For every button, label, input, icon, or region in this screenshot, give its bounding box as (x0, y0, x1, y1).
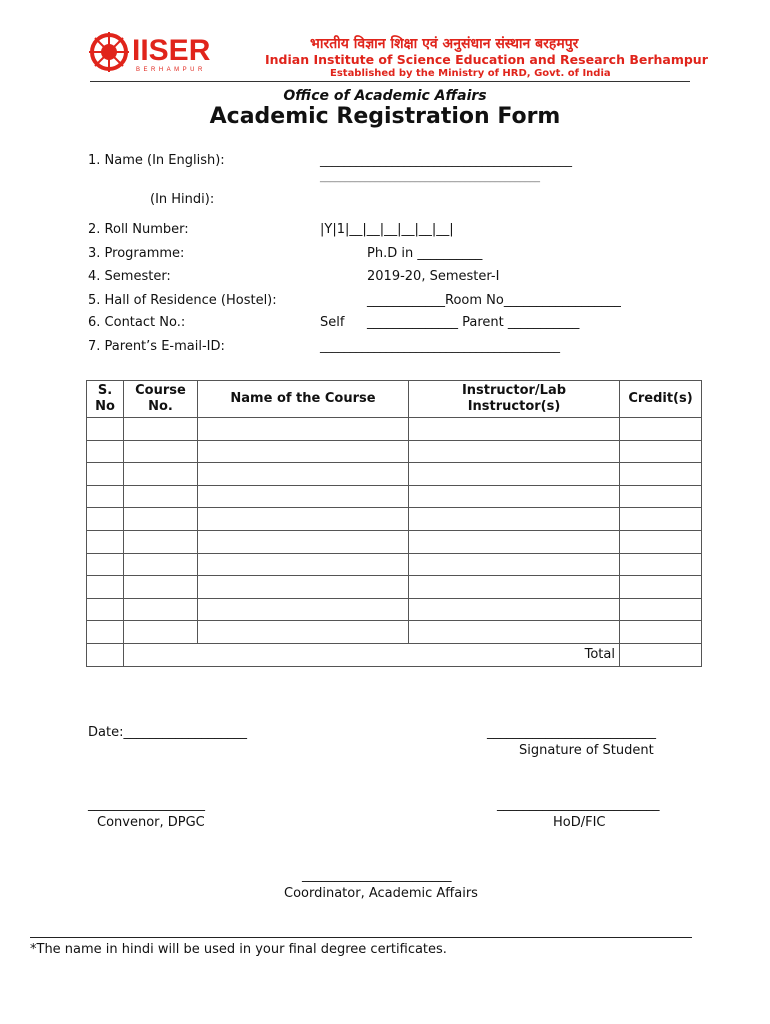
name-english-field[interactable]: __________________________________________ (320, 153, 572, 167)
coordinator-signature-line[interactable]: _______________________ (302, 868, 452, 883)
name-english-label: 1. Name (In English): (88, 153, 225, 168)
table-row[interactable] (87, 598, 702, 621)
logo-subtext: BERHAMPUR (136, 67, 206, 73)
name-hindi-label: (In Hindi): (150, 192, 215, 207)
institute-name-english: Indian Institute of Science Education and Research Berhampur (265, 52, 708, 67)
roll-number-field[interactable]: |Y|1|__|__|__|__|__|__| (320, 222, 454, 237)
table-row[interactable] (87, 576, 702, 599)
header-sno: S. No (87, 381, 124, 418)
header-credits: Credit(s) (620, 381, 702, 418)
established-by: Established by the Ministry of HRD, Govt. of India (330, 68, 611, 79)
contact-field[interactable]: ______________ Parent ___________ (367, 315, 580, 330)
programme-field[interactable]: Ph.D in __________ (367, 246, 483, 261)
page-title: Academic Registration Form (209, 104, 561, 129)
parent-email-field[interactable]: ________________________________________ (320, 339, 560, 353)
convenor-signature-line[interactable]: __________________ (88, 797, 205, 812)
table-total-row[interactable] (87, 643, 702, 666)
table-row[interactable] (87, 508, 702, 531)
header-instructor: Instructor/Lab Instructor(s) (409, 381, 620, 418)
table-row[interactable] (87, 530, 702, 553)
institute-name-hindi: भारतीय विज्ञान शिक्षा एवं अनुसंधान संस्थान बरहमपुर (310, 36, 579, 52)
table-row[interactable] (87, 485, 702, 508)
hostel-field[interactable]: ____________Room No__________________ (367, 293, 621, 308)
roll-number-label: 2. Roll Number: (88, 222, 189, 237)
footnote: *The name in hindi will be used in your final degree certificates. (30, 942, 447, 957)
logo-text: IISER (132, 34, 211, 67)
hod-label: HoD/FIC (553, 815, 606, 830)
coordinator-label: Coordinator, Academic Affairs (284, 886, 478, 901)
header-course-no: Course No. (124, 381, 198, 418)
table-row[interactable] (87, 418, 702, 441)
convenor-label: Convenor, DPGC (97, 815, 205, 830)
semester-value: 2019-20, Semester-I (367, 269, 500, 284)
table-row[interactable] (87, 463, 702, 486)
date-field[interactable]: Date:___________________ (88, 725, 247, 740)
course-table (86, 380, 702, 667)
table-row[interactable] (87, 553, 702, 576)
office-name: Office of Academic Affairs (283, 88, 487, 104)
contact-label: 6. Contact No.: (88, 315, 186, 330)
table-header-row (87, 381, 702, 418)
name-hindi-field[interactable]: ____________________________________________ (320, 172, 540, 183)
total-label: Total (124, 643, 620, 666)
total-credits-cell[interactable] (620, 643, 702, 666)
table-row[interactable] (87, 621, 702, 644)
iiser-logo (88, 30, 248, 74)
student-signature-line[interactable]: __________________________ (487, 725, 656, 740)
contact-self-label: Self (320, 315, 345, 330)
footnote-divider (30, 937, 692, 938)
table-row[interactable] (87, 440, 702, 463)
parent-email-label: 7. Parent’s E-mail-ID: (88, 339, 225, 354)
header-divider (90, 81, 690, 82)
header-course-name: Name of the Course (198, 381, 409, 418)
semester-label: 4. Semester: (88, 269, 171, 284)
student-signature-label: Signature of Student (519, 743, 654, 758)
hod-signature-line[interactable]: _________________________ (497, 797, 660, 812)
hostel-label: 5. Hall of Residence (Hostel): (88, 293, 277, 308)
programme-label: 3. Programme: (88, 246, 185, 261)
